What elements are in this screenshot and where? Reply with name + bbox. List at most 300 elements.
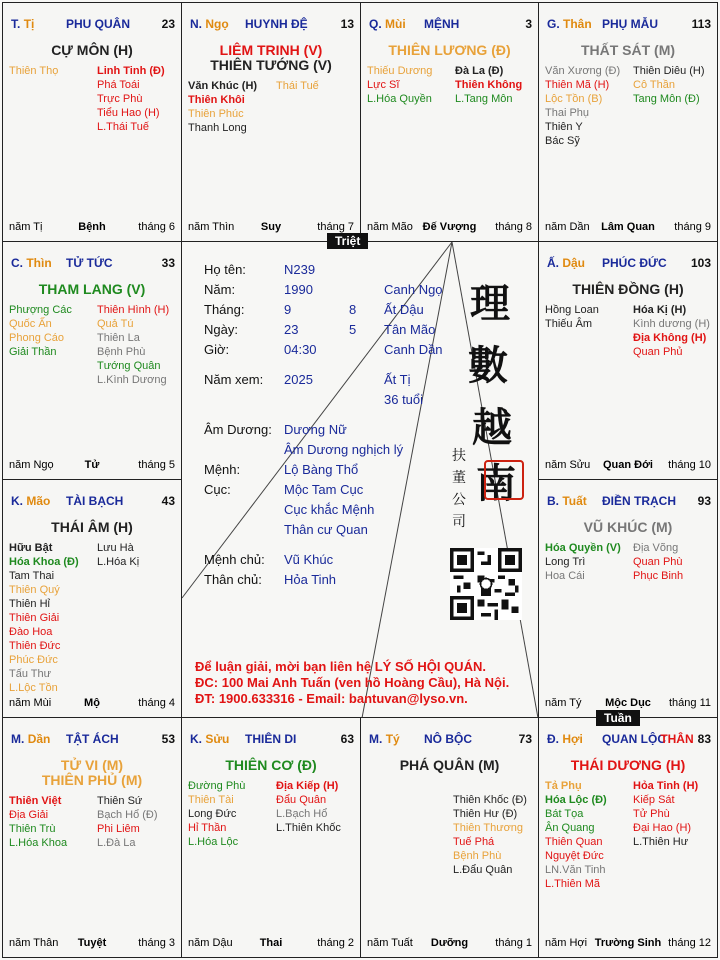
value-ngay-am: 5 — [349, 322, 357, 337]
footer-year: năm Sửu — [545, 459, 591, 471]
minor-star: L.Tang Môn — [455, 93, 513, 105]
minor-stars-left — [188, 779, 245, 849]
value-thang-am: 8 — [349, 302, 357, 317]
minor-star: Văn Xương (Đ) — [545, 65, 621, 77]
label-menh: Mệnh: — [204, 462, 241, 477]
footer-stage: Thai — [259, 937, 283, 949]
minor-star: Tam Thai — [9, 570, 55, 582]
minor-star: Đại Hao (H) — [633, 822, 692, 834]
minor-star: Bạch Hổ (Đ) — [97, 809, 158, 821]
minor-star: Kình dương (H) — [633, 318, 710, 330]
footer-stage: Mộc Dục — [605, 697, 651, 709]
minor-star: Long Đức — [188, 808, 237, 820]
value-nam-can: Canh Ngọ — [384, 282, 443, 297]
value-ho-ten: N239 — [284, 262, 316, 277]
palace-number: 103 — [690, 256, 711, 270]
minor-stars-right — [633, 303, 710, 359]
minor-star: Bác Sỹ — [545, 135, 580, 147]
minor-star: Lực Sĩ — [367, 79, 400, 91]
stem-label: T. — [11, 17, 21, 31]
minor-star: Hỏa Tinh (H) — [633, 780, 699, 792]
value-menh: Lộ Bàng Thổ — [284, 462, 359, 477]
palace-name: QUAN LỘC — [602, 732, 666, 746]
footer-month: tháng 3 — [138, 937, 175, 949]
minor-stars-left — [545, 779, 607, 891]
footer-month: tháng 1 — [495, 937, 532, 949]
minor-star: Phá Toái — [97, 79, 140, 91]
palace-number: 53 — [161, 732, 175, 746]
minor-star: Thiên Việt — [9, 795, 62, 807]
minor-star: Đào Hoa — [9, 626, 53, 638]
branch-name: Mão — [26, 494, 51, 508]
minor-star: Tiểu Hao (H) — [97, 107, 160, 119]
palace-footer — [545, 697, 711, 711]
main-star: THIÊN CƠ (Đ) — [225, 757, 317, 773]
minor-star: Thiên Hỉ — [9, 598, 50, 610]
palace-footer — [9, 697, 175, 711]
minor-star: Bệnh Phù — [453, 850, 502, 862]
label-gio: Giờ: — [204, 342, 230, 357]
main-stars — [3, 43, 181, 58]
main-star: THIÊN PHỦ (M) — [41, 772, 143, 788]
branch-label — [547, 256, 585, 270]
footer-stage: Tử — [84, 459, 100, 471]
footer-year: năm Tý — [545, 697, 582, 709]
main-star: THÁI ÂM (H) — [51, 519, 133, 535]
palace-name: NÔ BỘC — [424, 732, 472, 746]
palace-name: HUYNH ĐỆ — [245, 17, 308, 31]
minor-stars-right — [97, 794, 158, 850]
footer-month: tháng 9 — [674, 221, 711, 233]
contact-line-1: Để luận giải, mời bạn liên hệ LÝ SỐ HỘI QUÁN. — [195, 659, 486, 674]
minor-stars-right — [97, 303, 169, 387]
minor-stars-left — [9, 64, 58, 78]
minor-star: Đà La (Đ) — [455, 65, 504, 77]
palace-number-wrap — [660, 732, 711, 746]
footer-year: năm Tị — [9, 221, 43, 233]
main-star: THẤT SÁT (M) — [580, 42, 676, 58]
palace-header — [547, 494, 711, 510]
minor-star: Thiên Trù — [9, 823, 56, 835]
minor-star: Phi Liêm — [97, 823, 140, 835]
palace-extra-label: THÂN — [660, 732, 694, 746]
small-char-4: 司 — [452, 514, 466, 530]
label-am-duong: Âm Dương: — [204, 422, 272, 437]
palace-than[interactable] — [538, 2, 718, 242]
palace-footer — [545, 459, 711, 473]
palace-number-wrap — [519, 732, 532, 746]
minor-star: Thiên Diêu (H) — [633, 65, 705, 77]
main-stars — [539, 758, 717, 773]
branch-label — [11, 494, 50, 508]
value-gio-can: Canh Dần — [384, 342, 443, 357]
minor-star: Lộc Tồn (B) — [545, 93, 603, 105]
value-ngay-can: Tân Mão — [384, 322, 436, 337]
main-star: PHÁ QUÂN (M) — [399, 757, 500, 773]
minor-stars-right — [276, 79, 319, 93]
branch-label — [190, 17, 229, 31]
minor-star: Hóa Quyền (V) — [545, 542, 621, 554]
minor-star: Hóa Khoa (Đ) — [9, 556, 79, 568]
palace-number: 63 — [340, 732, 354, 746]
palace-ti[interactable] — [2, 2, 182, 242]
minor-star: Bệnh Phù — [97, 346, 146, 358]
palace-name: TÀI BẠCH — [66, 494, 124, 508]
small-char-3: 公 — [452, 492, 466, 508]
palace-suu[interactable] — [181, 717, 361, 958]
palace-header — [547, 17, 711, 33]
minor-star: Địa Kiếp (H) — [276, 780, 339, 792]
palace-number: 33 — [161, 256, 175, 270]
value-nam-xem: 2025 — [284, 372, 313, 387]
main-star: THÁI DƯƠNG (H) — [570, 757, 686, 773]
stem-label: Đ. — [547, 732, 559, 746]
footer-year: năm Hợi — [545, 937, 588, 949]
minor-star: L.Kình Dương — [97, 374, 167, 386]
minor-star: Thiên Quý — [9, 584, 60, 596]
minor-star: Địa Không (H) — [633, 332, 707, 344]
palace-name: TỬ TỨC — [66, 256, 113, 270]
minor-star: Thiên Hư (Đ) — [453, 808, 518, 820]
stem-label: M. — [369, 732, 383, 746]
tuan-tag: Tuần — [596, 710, 640, 726]
palace-number: 3 — [525, 17, 532, 31]
branch-label — [547, 494, 587, 508]
minor-star: Thiên Sứ — [97, 795, 143, 807]
contact-line-3[interactable]: ĐT: 1900.633316 - Email: bantuvan@lyso.vn. — [195, 691, 468, 706]
minor-star: Phục Binh — [633, 570, 684, 582]
palace-number: 83 — [697, 732, 711, 746]
minor-star: Tuế Phá — [453, 836, 495, 848]
footer-year: năm Mùi — [9, 697, 52, 709]
minor-star: Cô Thần — [633, 79, 675, 91]
footer-month: tháng 10 — [668, 459, 711, 471]
stem-label: Q. — [369, 17, 382, 31]
minor-stars-right — [633, 64, 705, 106]
minor-stars-right — [633, 779, 698, 849]
palace-footer — [367, 937, 532, 951]
palace-ty[interactable] — [360, 717, 539, 958]
palace-header — [369, 732, 532, 748]
qr-code-icon[interactable] — [450, 548, 522, 620]
minor-star: L.Hóa Quyền — [367, 93, 432, 105]
minor-star: Tang Môn (Đ) — [633, 93, 700, 105]
branch-label — [369, 732, 400, 746]
palace-dau[interactable] — [538, 241, 718, 480]
branch-name: Sửu — [205, 732, 230, 746]
minor-star: L.Hóa Khoa — [9, 837, 68, 849]
footer-stage: Đế Vượng — [422, 221, 477, 233]
value-am-duong-1: Dương Nữ — [284, 422, 347, 437]
value-ngay: 23 — [284, 322, 299, 337]
minor-star: L.Thiên Mã — [545, 878, 601, 890]
minor-star: Hữu Bật — [9, 542, 53, 554]
minor-star: Thiên Khốc (Đ) — [453, 794, 527, 806]
main-stars — [3, 520, 181, 535]
branch-name: Mùi — [385, 17, 406, 31]
palace-number: 13 — [340, 17, 354, 31]
value-cuc-2: Cục khắc Mệnh — [284, 502, 375, 517]
palace-header — [547, 256, 711, 272]
minor-star: Thiên Quan — [545, 836, 603, 848]
palace-footer — [545, 221, 711, 235]
minor-star: L.Thiên Khốc — [276, 822, 341, 834]
branch-label — [11, 256, 52, 270]
minor-star: Thiếu Âm — [545, 318, 593, 330]
footer-year: năm Thân — [9, 937, 59, 949]
main-star: CỰ MÔN (H) — [51, 42, 133, 58]
stem-label: K. — [190, 732, 202, 746]
branch-name: Hợi — [562, 732, 583, 746]
palace-mui[interactable] — [360, 2, 539, 242]
palace-name: TẬT ÁCH — [66, 732, 119, 746]
branch-name: Tị — [23, 17, 35, 31]
value-tuoi: 36 tuổi — [384, 392, 424, 407]
minor-stars-right — [97, 64, 165, 134]
minor-star: Bát Tọa — [545, 808, 584, 820]
minor-stars-left — [545, 541, 621, 583]
minor-stars-left — [545, 303, 599, 331]
minor-star: L.Lộc Tồn — [9, 682, 58, 694]
minor-stars-left — [367, 64, 432, 106]
minor-star: Thiên Mã (H) — [545, 79, 610, 91]
minor-star: Thanh Long — [188, 122, 247, 134]
value-than-chu: Hỏa Tinh — [284, 572, 337, 587]
main-star: THIÊN TƯỚNG (V) — [210, 57, 332, 73]
value-cuc-1: Mộc Tam Cục — [284, 482, 364, 497]
main-stars — [3, 282, 181, 297]
minor-star: L.Hóa Lộc — [188, 836, 239, 848]
minor-star: Hoa Cái — [545, 570, 585, 582]
minor-star: Quả Tú — [97, 318, 134, 330]
palace-number: 23 — [161, 17, 175, 31]
footer-stage: Suy — [260, 221, 282, 233]
palace-footer — [367, 221, 532, 235]
minor-star: Tả Phụ — [545, 780, 582, 792]
minor-star: Thiên Thương — [453, 822, 524, 834]
minor-star: Linh Tinh (Đ) — [97, 65, 165, 77]
calligraphy-char-4: 南 — [476, 460, 516, 507]
palace-number-wrap — [691, 256, 711, 270]
minor-star: L.Thái Tuế — [97, 121, 149, 133]
minor-stars-left — [9, 303, 72, 359]
calligraphy-char-1: 理 — [470, 280, 510, 327]
branch-name: Dần — [27, 732, 51, 746]
minor-star: Thiên Phúc — [188, 108, 244, 120]
palace-name: PHÚC ĐỨC — [602, 256, 667, 270]
minor-star: L.Bạch Hổ — [276, 808, 328, 820]
minor-star: Thiên Không — [455, 79, 523, 91]
calligraphy-char-3: 越 — [472, 404, 512, 451]
minor-star: Thiên Tài — [188, 794, 234, 806]
label-cuc: Cục: — [204, 482, 231, 497]
palace-number: 93 — [697, 494, 711, 508]
footer-year: năm Thìn — [188, 221, 235, 233]
minor-star: Trực Phù — [97, 93, 143, 105]
palace-dan[interactable] — [2, 717, 182, 958]
branch-label — [369, 17, 406, 31]
palace-number-wrap — [692, 17, 711, 31]
main-stars — [3, 758, 181, 788]
stem-label: B. — [547, 494, 559, 508]
main-star: THAM LANG (V) — [38, 281, 146, 297]
footer-stage: Mộ — [84, 697, 100, 709]
palace-name: PHU QUÂN — [66, 17, 131, 31]
stem-label: Ấ. — [547, 256, 559, 270]
palace-name: PHỤ MẪU — [602, 17, 658, 31]
footer-year: năm Tuất — [367, 937, 413, 949]
minor-star: Giải Thần — [9, 346, 57, 358]
stem-label: C. — [11, 256, 23, 270]
label-ngay: Ngày: — [204, 322, 238, 337]
branch-label — [547, 17, 592, 31]
minor-star: Phong Cáo — [9, 332, 65, 344]
minor-star: L.Thiên Hư — [633, 836, 689, 848]
palace-footer — [9, 459, 175, 473]
branch-label — [190, 732, 229, 746]
value-am-duong-2: Âm Dương nghịch lý — [284, 442, 404, 457]
palace-tuat[interactable] — [538, 479, 718, 718]
footer-year: năm Mão — [367, 221, 413, 233]
footer-month: tháng 2 — [317, 937, 354, 949]
palace-header — [369, 17, 532, 33]
label-ho-ten: Họ tên: — [204, 262, 246, 277]
footer-stage: Lâm Quan — [601, 221, 655, 233]
palace-footer — [9, 221, 175, 235]
palace-header — [190, 732, 354, 748]
stem-label: N. — [190, 17, 202, 31]
footer-month: tháng 12 — [668, 937, 711, 949]
palace-thin[interactable] — [2, 241, 182, 480]
footer-month: tháng 4 — [138, 697, 175, 709]
palace-footer — [188, 937, 354, 951]
stem-label: M. — [11, 732, 25, 746]
main-star: TỬ VI (M) — [60, 757, 124, 773]
branch-label — [547, 732, 583, 746]
branch-label — [11, 732, 50, 746]
minor-star: Thiên Đức — [9, 640, 61, 652]
branch-name: Thìn — [26, 256, 52, 270]
minor-star: L.Đà La — [97, 837, 136, 849]
triet-tag: Triệt — [327, 233, 368, 249]
minor-star: Thiếu Dương — [367, 65, 433, 77]
label-nam: Năm: — [204, 282, 236, 297]
stem-label: K. — [11, 494, 23, 508]
minor-star: Ân Quang — [545, 822, 595, 834]
minor-star: Địa Võng — [633, 542, 679, 554]
main-star: THIÊN ĐỒNG (H) — [572, 281, 684, 297]
minor-stars-right — [276, 779, 341, 835]
palace-hoi[interactable] — [538, 717, 718, 958]
footer-stage: Dưỡng — [430, 937, 469, 949]
main-stars — [361, 758, 538, 773]
minor-stars-left — [545, 64, 620, 148]
main-star: VŨ KHÚC (M) — [583, 519, 673, 535]
small-char-2: 董 — [452, 470, 466, 486]
minor-star: Tấu Thư — [9, 668, 52, 680]
palace-ngo[interactable] — [181, 2, 361, 242]
palace-number-wrap — [162, 256, 175, 270]
minor-star: Thiên Khôi — [188, 94, 245, 106]
palace-number-wrap — [162, 732, 175, 746]
footer-year: năm Ngọ — [9, 459, 54, 471]
palace-header — [11, 494, 175, 510]
main-stars — [539, 43, 717, 58]
minor-star: Thai Phụ — [545, 107, 590, 119]
palace-name: MỆNH — [424, 17, 460, 31]
minor-star: Hóa Lộc (Đ) — [545, 794, 607, 806]
minor-stars-right — [455, 64, 522, 106]
minor-star: Tướng Quân — [97, 360, 161, 372]
footer-stage: Trường Sinh — [594, 937, 662, 949]
footer-month: tháng 5 — [138, 459, 175, 471]
value-cuc-3: Thân cư Quan — [284, 522, 368, 537]
minor-star: Nguyệt Đức — [545, 850, 604, 862]
main-stars — [539, 282, 717, 297]
value-gio: 04:30 — [284, 342, 317, 357]
minor-star: L.Đẩu Quân — [453, 864, 513, 876]
minor-star: Quốc Ấn — [9, 318, 52, 330]
palace-number-wrap — [698, 494, 711, 508]
footer-year: năm Dần — [545, 221, 590, 233]
seal-stamp — [484, 460, 524, 500]
palace-header — [11, 17, 175, 33]
minor-star: Hóa Kị (H) — [633, 304, 687, 316]
palace-header — [190, 17, 354, 33]
branch-name: Ngọ — [205, 17, 229, 31]
palace-footer — [545, 937, 711, 951]
palace-name: ĐIỀN TRẠCH — [602, 494, 676, 508]
minor-stars-left — [9, 794, 67, 850]
minor-star: LN.Văn Tinh — [545, 864, 606, 876]
main-star: THIÊN LƯƠNG (Đ) — [388, 42, 511, 58]
minor-star: Hỉ Thần — [188, 822, 227, 834]
footer-month: tháng 11 — [668, 697, 711, 709]
minor-star: Địa Giải — [9, 809, 49, 821]
small-char-1: 扶 — [452, 448, 466, 464]
palace-number-wrap — [162, 494, 175, 508]
minor-star: Văn Khúc (H) — [188, 80, 258, 92]
minor-star: Thiên Hình (H) — [97, 304, 170, 316]
footer-stage: Quan Đới — [603, 459, 653, 471]
minor-star: Thái Tuế — [276, 80, 319, 92]
stem-label: G. — [547, 17, 560, 31]
label-nam-xem: Năm xem: — [204, 372, 264, 387]
palace-number-wrap — [162, 17, 175, 31]
footer-month: tháng 7 — [317, 221, 354, 233]
minor-star: Quan Phù — [633, 556, 683, 568]
palace-footer — [9, 937, 175, 951]
minor-star: Phượng Các — [9, 304, 72, 316]
calligraphy-char-2: 數 — [468, 342, 508, 389]
minor-star: Đường Phù — [188, 780, 246, 792]
palace-header — [11, 256, 175, 272]
minor-stars-left — [9, 541, 79, 695]
footer-month: tháng 8 — [495, 221, 532, 233]
minor-star: Quan Phủ — [633, 346, 683, 358]
palace-number: 113 — [691, 17, 711, 31]
minor-star: Thiên Y — [545, 121, 583, 133]
minor-star: Đẩu Quân — [276, 794, 327, 806]
footer-stage: Bệnh — [78, 221, 106, 233]
minor-star: Thiên La — [97, 332, 140, 344]
palace-number-wrap — [525, 17, 532, 31]
main-stars — [182, 43, 360, 73]
palace-mao[interactable] — [2, 479, 182, 718]
label-than-chu: Thân chủ: — [204, 572, 262, 587]
contact-line-2: ĐC: 100 Mai Anh Tuấn (ven hồ Hoàng Cầu), Hà Nội. — [195, 675, 510, 690]
branch-name: Tý — [385, 732, 400, 746]
